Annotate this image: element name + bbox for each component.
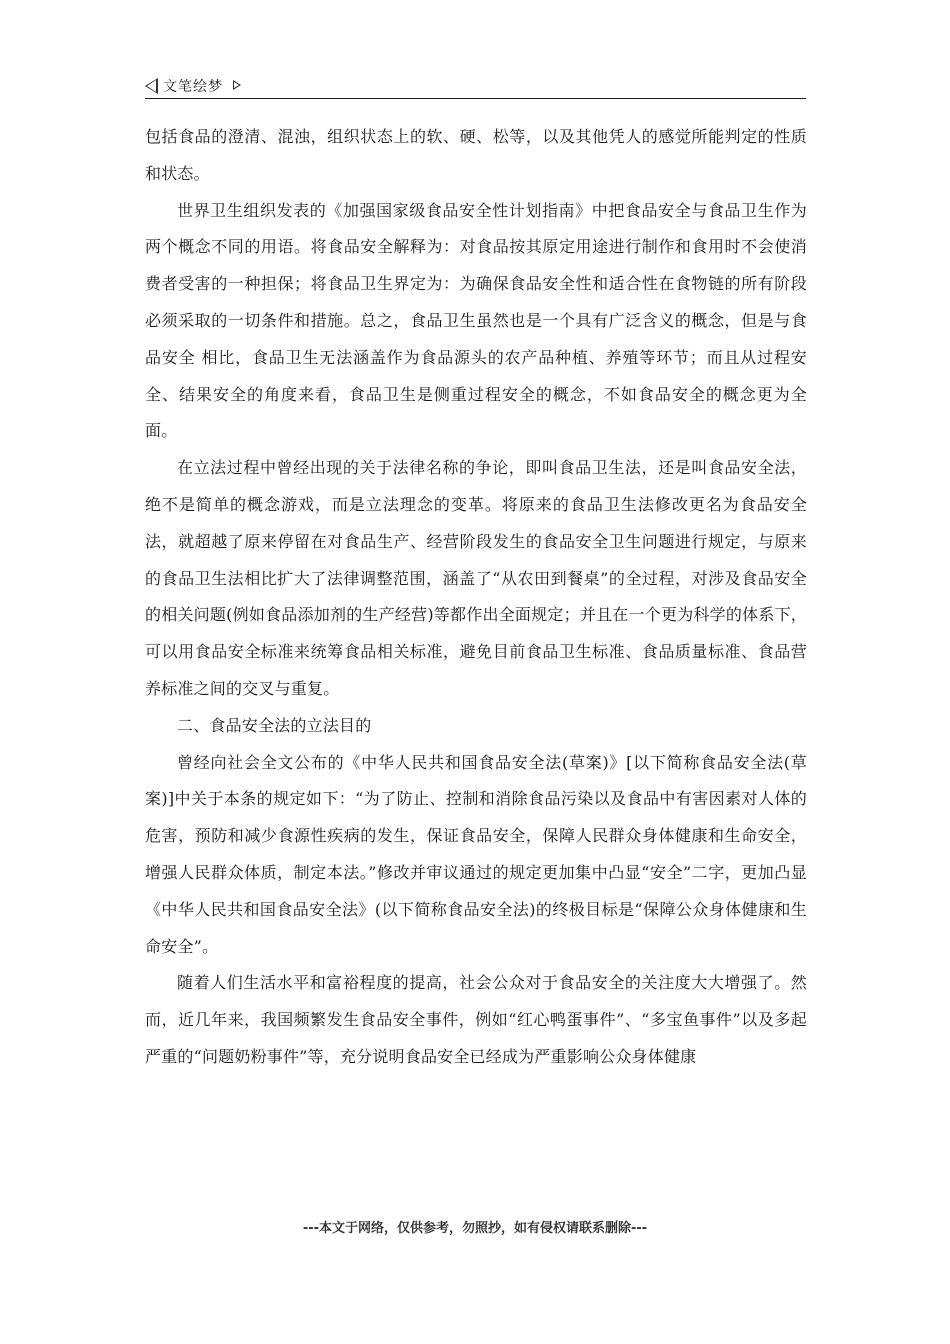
paragraph: 曾经向社会全文公布的《中华人民共和国食品安全法(草案)》[以下简称食品安全法(草案)]中关于本条的规定如下：“为了防止、控制和消除食品污染以及食品中有害因素对人体的危害，预防和减少食源性疾病的发生，保证食品安全，保障人民群众身体健康和生命安全，增强人民群众体质，制定本法。”修改并审议通过的规定更加集中凸显“安全”二字，更加凸显《中华人民共和国食品安全法》(以下简称食品安全法)的终极目标是“保障公众身体健康和生命安全”。 [145,752,807,956]
paragraph-continuation: 包括食品的澄清、混浊，组织状态上的软、硬、松等，以及其他凭人的感觉所能判定的性质和状态。 [145,127,807,183]
document-body [145,119,807,1076]
header-title: 文笔绘梦 [163,79,223,95]
page-header [145,74,806,99]
section-heading: 二、食品安全法的立法目的 [177,715,372,735]
paragraph: 在立法过程中曾经出现的关于法律名称的争论，即叫食品卫生法，还是叫食品安全法，绝不是简单的概念游戏，而是立法理念的变革。将原来的食品卫生法修改更名为食品安全法，就超越了原来停留在对食品生产、经营阶段发生的食品安全卫生问题进行规定，与原来的食品卫生法相比扩大了法律调整范围，涵盖了“从农田到餐桌”的全过程，对涉及食品安全的相关问题(例如食品添加剂的生产经营)等都作出全面规定；并且在一个更为科学的体系下，可以用食品安全标准来统筹食品相关标准，避免目前食品卫生标准、食品质量标准、食品营养标准之间的交叉与重复。 [145,458,807,698]
triangle-right-icon [233,80,241,90]
paragraph: 世界卫生组织发表的《加强国家级食品安全性计划指南》中把食品安全与食品卫生作为两个概念不同的用语。将食品安全解释为：对食品按其原定用途进行制作和食用时不会使消费者受害的一种担保；将食品卫生界定为：为确保食品安全性和适合性在食物链的所有阶段必须采取的一切条件和措施。总之，食品卫生虽然也是一个具有广泛含义的概念，但是与食品安全 相比，食品卫生无法涵盖作为食品源头的农产品种植、养殖等环节；而且从过程安全、结果安全的角度来看，食品卫生是侧重过程安全的概念，不如食品安全的概念更为全面。 [145,200,807,441]
triangle-left-icon [145,78,158,94]
page-footer-disclaimer: ---本文于网络，仅供参考，勿照抄，如有侵权请联系删除--- [302,1221,648,1236]
paragraph: 随着人们生活水平和富裕程度的提高，社会公众对于食品安全的关注度大大增强了。然而，近几年来，我国频繁发生食品安全事件，例如“红心鸭蛋事件”、“多宝鱼事件”以及多起严重的“问题奶粉事件”等，充分说明食品安全已经成为严重影响公众身体健康 [145,973,807,1066]
